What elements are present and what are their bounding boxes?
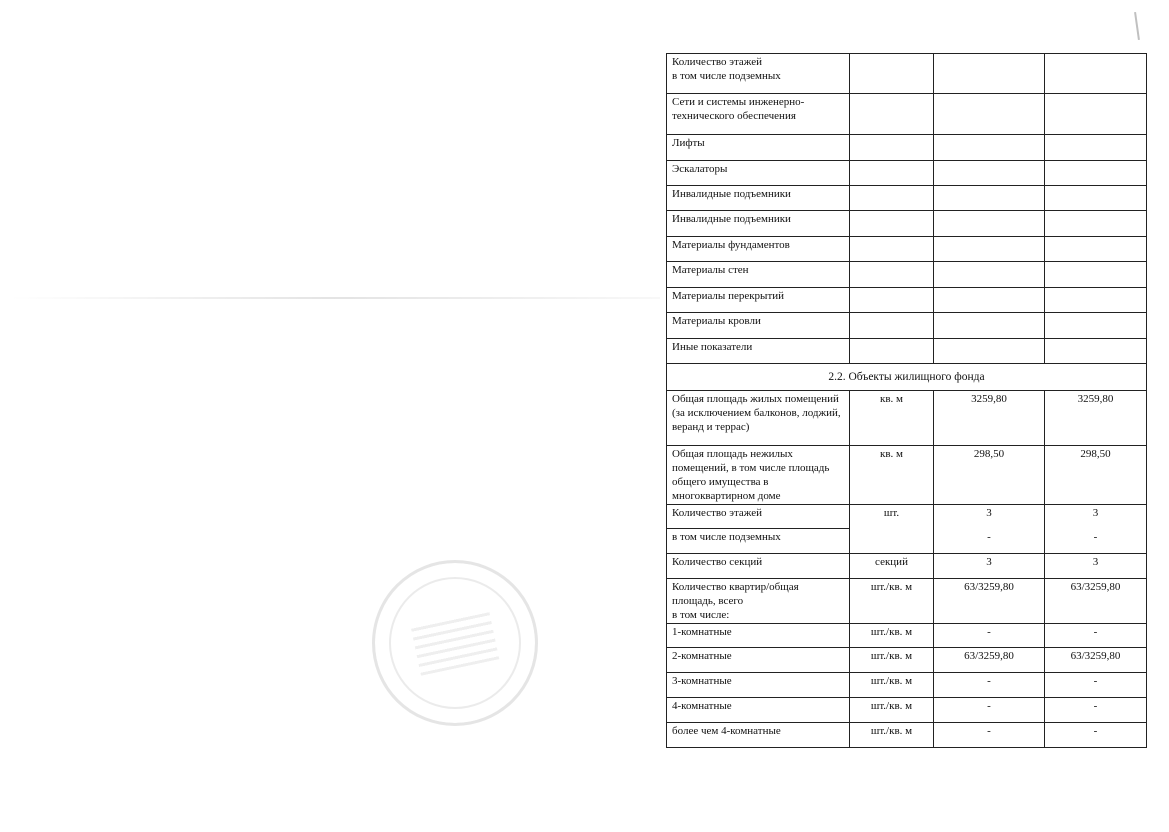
row-label: Иные показатели [667, 339, 850, 364]
planned-cell: 63/3259,80 [934, 648, 1045, 673]
unit-cell: шт./кв. м [850, 579, 934, 624]
actual-cell: 3 [1045, 554, 1147, 579]
unit-cell: шт./кв. м [850, 673, 934, 698]
row-label: Количество секций [667, 554, 850, 579]
row-label: Материалы фундаментов [667, 237, 850, 262]
actual-cell: - [1045, 698, 1147, 723]
unit-cell: шт./кв. м [850, 698, 934, 723]
actual-cell: - [1045, 673, 1147, 698]
row-label: Инвалидные подъемники [667, 211, 850, 237]
unit-cell [850, 54, 934, 94]
actual-cell: - [1045, 624, 1147, 648]
planned-cell: 63/3259,80 [934, 579, 1045, 624]
table-row [667, 313, 1147, 339]
floors-label: Количество этажей [672, 56, 763, 68]
planned-cell [934, 54, 1045, 94]
row-label: 3-комнатные [667, 673, 850, 698]
section-title: 2.2. Объекты жилищного фонда [667, 364, 1147, 391]
row-label: Общая площадь жилых помещений (за исключением балконов, лоджий, веранд и террас) [667, 391, 850, 446]
table-row [667, 237, 1147, 262]
unit-cell: секций [850, 554, 934, 579]
planned-cell: 298,50 [934, 446, 1045, 505]
row-label: в том числе подземных [667, 529, 850, 554]
unit-cell: шт./кв. м [850, 723, 934, 748]
planned-cell: 3 [934, 505, 1045, 529]
unit-cell: шт./кв. м [850, 648, 934, 673]
table-row [667, 262, 1147, 288]
unit-cell: кв. м [850, 446, 934, 505]
table-row [667, 648, 1147, 673]
section-header-row [667, 364, 1147, 391]
row-label: 1-комнатные [667, 624, 850, 648]
faded-stamp-seal [372, 560, 538, 726]
actual-cell: 3 [1045, 505, 1147, 529]
table-row [667, 211, 1147, 237]
actual-cell: 63/3259,80 [1045, 648, 1147, 673]
planned-cell: - [934, 723, 1045, 748]
unit-cell: кв. м [850, 391, 934, 446]
table-row [667, 554, 1147, 579]
table-row [667, 698, 1147, 723]
planned-cell: - [934, 529, 1045, 554]
underground-label: в том числе подземных [672, 70, 781, 82]
planned-cell: - [934, 624, 1045, 648]
building-parameters-table [666, 53, 1147, 748]
row-label: Материалы кровли [667, 313, 850, 339]
table-row [667, 339, 1147, 364]
table-row [667, 161, 1147, 186]
planned-cell: - [934, 698, 1045, 723]
row-label [667, 54, 850, 94]
actual-cell: - [1045, 529, 1147, 554]
unit-cell: шт. [850, 505, 934, 554]
row-label: Сети и системы инженерно-технического обеспечения [667, 94, 850, 135]
planned-cell: 3 [934, 554, 1045, 579]
actual-cell: 298,50 [1045, 446, 1147, 505]
table-row [667, 505, 1147, 529]
actual-cell [1045, 54, 1147, 94]
table-row [667, 288, 1147, 313]
row-label: более чем 4-комнатные [667, 723, 850, 748]
table-row [667, 54, 1147, 94]
planned-cell: - [934, 673, 1045, 698]
actual-cell: - [1045, 723, 1147, 748]
table-row [667, 391, 1147, 446]
scan-artifact-line [10, 297, 660, 299]
table-row [667, 579, 1147, 624]
table-row [667, 94, 1147, 135]
row-label: Количество этажей [667, 505, 850, 529]
row-label: Общая площадь нежилых помещений, в том числе площадь общего имущества в многоквартирном доме [667, 446, 850, 505]
table-row [667, 135, 1147, 161]
table-row [667, 723, 1147, 748]
row-label: Инвалидные подъемники [667, 186, 850, 211]
row-label: 2-комнатные [667, 648, 850, 673]
actual-cell: 3259,80 [1045, 391, 1147, 446]
table-row [667, 624, 1147, 648]
row-label: Материалы стен [667, 262, 850, 288]
actual-cell: 63/3259,80 [1045, 579, 1147, 624]
table-row [667, 673, 1147, 698]
row-label: 4-комнатные [667, 698, 850, 723]
row-label: Лифты [667, 135, 850, 161]
row-label: Эскалаторы [667, 161, 850, 186]
unit-cell: шт./кв. м [850, 624, 934, 648]
row-label: Количество квартир/общая площадь, всего в том числе: [667, 579, 850, 624]
row-label: Материалы перекрытий [667, 288, 850, 313]
table-row [667, 186, 1147, 211]
planned-cell: 3259,80 [934, 391, 1045, 446]
scan-corner-mark [1134, 12, 1140, 40]
table-row [667, 446, 1147, 505]
